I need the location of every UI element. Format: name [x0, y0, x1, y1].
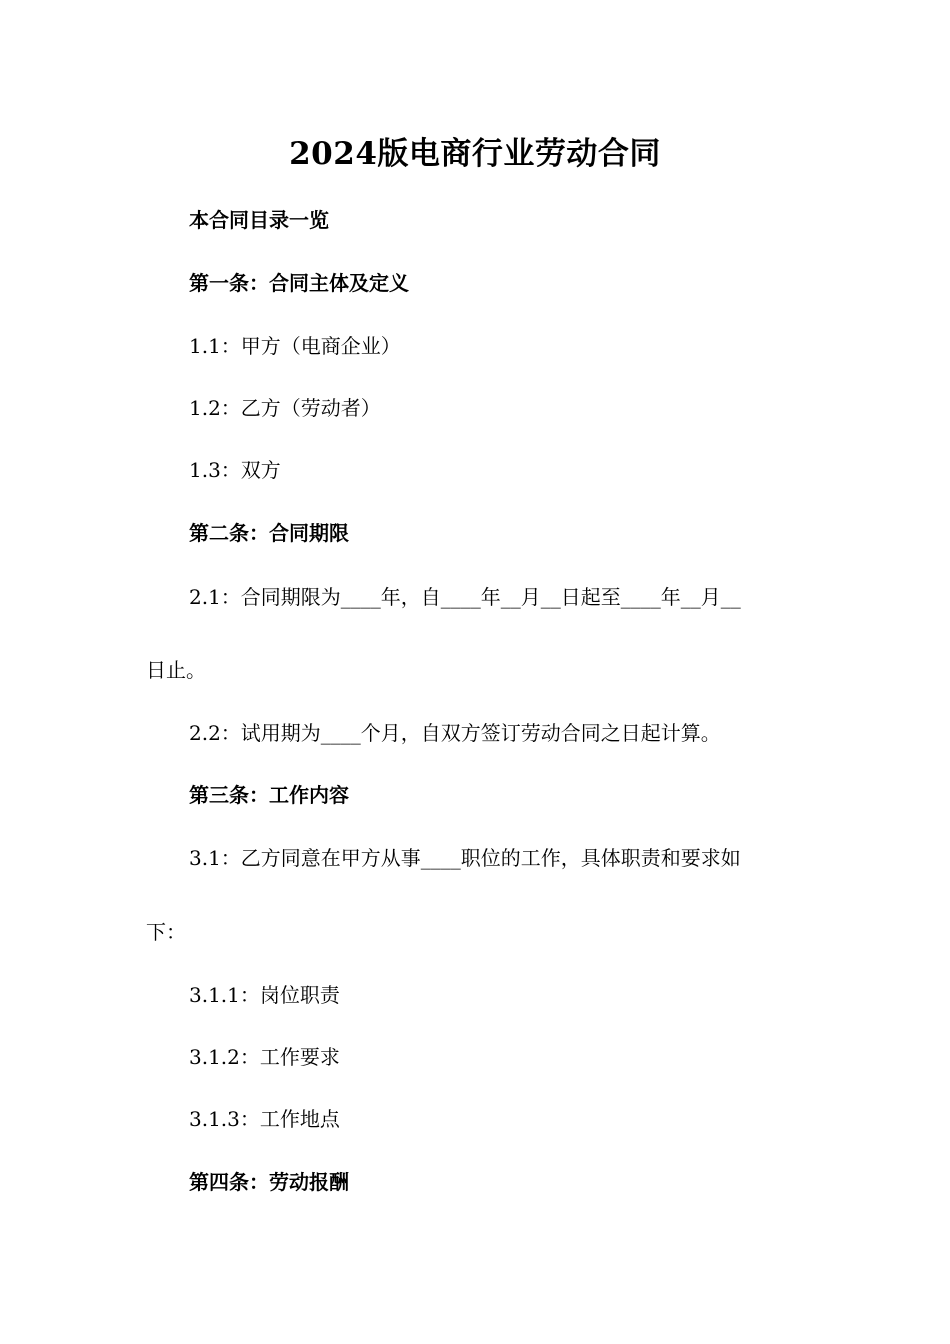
clause-3-1-1: 3.1.1：岗位职责	[189, 983, 340, 1007]
article-1-heading: 第一条：合同主体及定义	[189, 271, 409, 295]
clause-1-1: 1.1：甲方（电商企业）	[189, 334, 401, 358]
clause-3-1-2: 3.1.2：工作要求	[189, 1045, 340, 1069]
toc-heading: 本合同目录一览	[189, 208, 329, 232]
clause-2-2: 2.2：试用期为____个月，自双方签订劳动合同之日起计算。	[189, 721, 721, 745]
clause-3-1-3: 3.1.3：工作地点	[189, 1107, 340, 1131]
clause-3-1: 3.1：乙方同意在甲方从事____职位的工作，具体职责和要求如	[189, 846, 741, 870]
clause-2-1: 2.1：合同期限为____年，自____年__月__日起至____年__月__	[189, 585, 741, 609]
article-3-heading: 第三条：工作内容	[189, 783, 349, 807]
clause-3-1-continued: 下：	[146, 920, 186, 944]
clause-1-2: 1.2：乙方（劳动者）	[189, 396, 381, 420]
article-2-heading: 第二条：合同期限	[189, 521, 349, 545]
clause-1-3: 1.3：双方	[189, 458, 281, 482]
document-title: 2024版电商行业劳动合同	[289, 136, 661, 172]
article-4-heading: 第四条：劳动报酬	[189, 1170, 349, 1194]
clause-2-1-continued: 日止。	[146, 658, 206, 682]
